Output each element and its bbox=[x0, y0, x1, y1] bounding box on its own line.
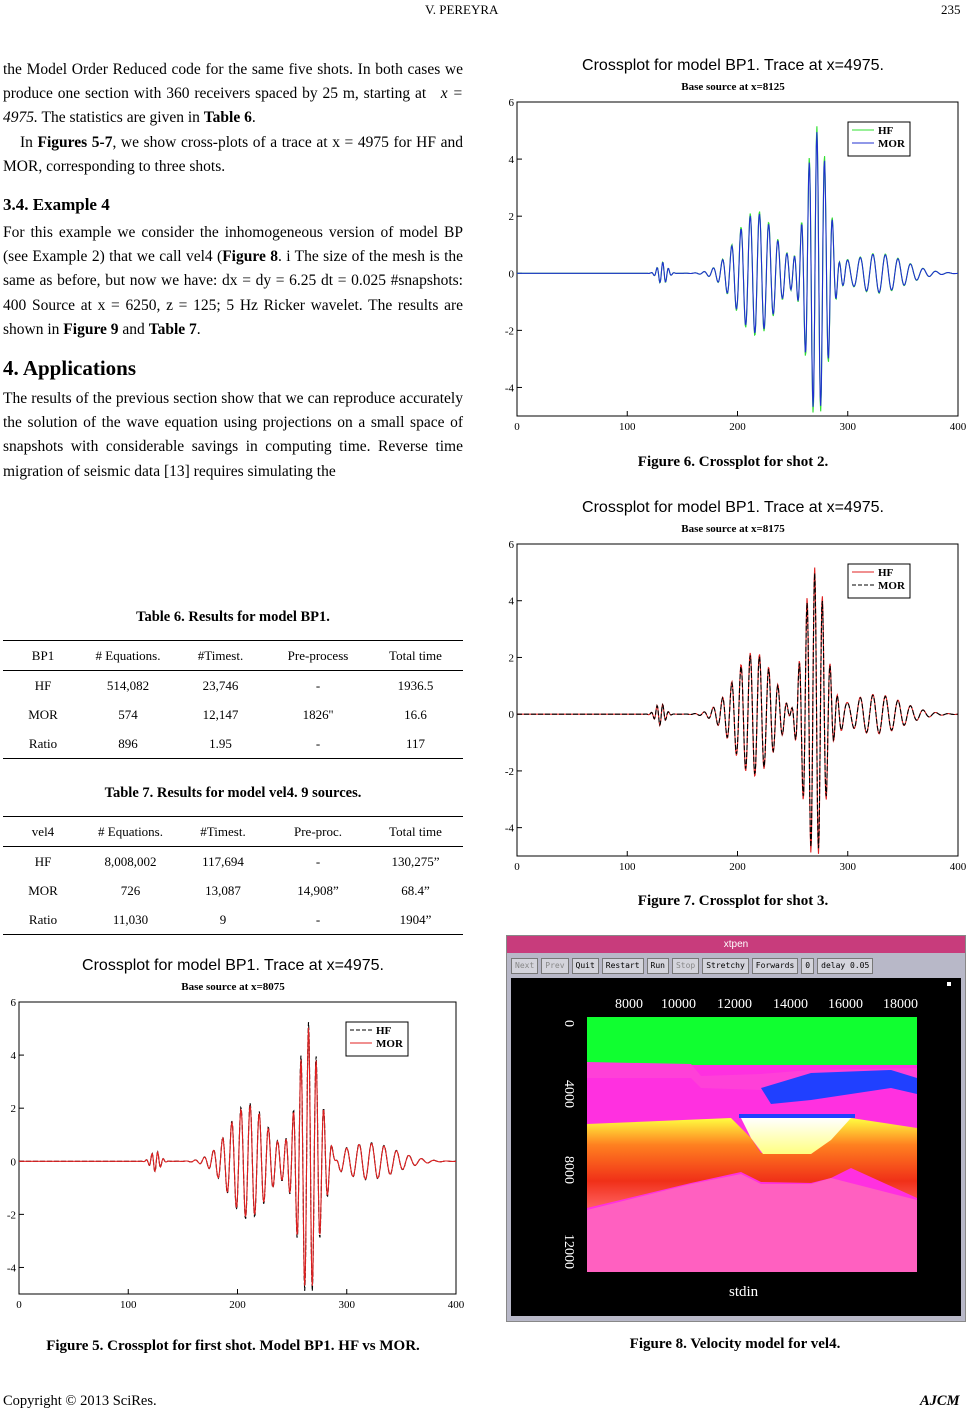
series-line bbox=[19, 1028, 456, 1286]
x-tick-label: 400 bbox=[447, 1299, 464, 1311]
p1-text: the Model Order Reduced code for the same five shots. In both cases we produce one section with 360 receivers spaced by 25 m, starting at bbox=[3, 61, 463, 103]
y-tick: 4000 bbox=[561, 1080, 576, 1108]
table-cell: - bbox=[315, 677, 321, 693]
x-tick-label: 0 bbox=[16, 1299, 22, 1311]
table6 bbox=[3, 640, 463, 759]
next-button[interactable]: Next bbox=[511, 958, 538, 974]
x-tick-label: 400 bbox=[949, 861, 966, 873]
x-tick-label: 200 bbox=[229, 1299, 246, 1311]
y-tick-label: -2 bbox=[6, 1209, 16, 1222]
table-cell: 1826'' bbox=[302, 706, 334, 722]
table7-caption: Table 7. Results for model vel4. 9 sources. bbox=[104, 785, 362, 801]
quit-button[interactable]: Quit bbox=[572, 958, 599, 974]
xtpen-toolbar bbox=[511, 958, 873, 974]
paragraph-4: The results of the previous section show that we can reproduce accurately the solution of the wave equation using projections on a small space of snapshots with considerable savings in computing time. Reverse time migration of seismic data [13] requires simulating the bbox=[3, 390, 463, 480]
y-tick-label: -4 bbox=[6, 1262, 16, 1275]
y-tick-label: -2 bbox=[504, 765, 514, 778]
section-heading-applications: 4. Applications bbox=[3, 356, 137, 381]
table-cell: 13,087 bbox=[205, 882, 241, 898]
y-tick: 0 bbox=[561, 1020, 576, 1027]
x-tick-label: 200 bbox=[729, 421, 746, 433]
table-cell: - bbox=[268, 729, 368, 759]
legend-label: HF bbox=[376, 1025, 392, 1037]
stdin-label: stdin bbox=[729, 1284, 759, 1300]
paragraph-1: the Model Order Reduced code for the same five shots. In both cases we produce one section with 360 receivers spaced by 25 m, starting at x = 4975. The statistics are given in Table 6. bbox=[3, 61, 463, 127]
table7-header: Pre-proc. bbox=[268, 817, 368, 847]
series-line bbox=[517, 573, 958, 848]
restart-button[interactable]: Restart bbox=[602, 958, 644, 974]
table-row bbox=[3, 847, 463, 877]
y-tick-label: -4 bbox=[504, 822, 514, 835]
chart-subtitle: Base source at x=8125 bbox=[681, 81, 785, 93]
x-tick-label: 300 bbox=[338, 1299, 355, 1311]
x-tick: 10000 bbox=[661, 997, 696, 1012]
p2-b: , we show cross-plots of a trace at x = 4975 for HF and MOR, corresponding to three shots. bbox=[3, 133, 463, 175]
water-layer bbox=[587, 1017, 917, 1065]
table-cell: 12,147 bbox=[202, 706, 239, 722]
y-tick-label: 6 bbox=[10, 997, 16, 1009]
chart-subtitle: Base source at x=8075 bbox=[181, 981, 285, 993]
frame-counter[interactable]: 0 bbox=[801, 958, 814, 974]
table-cell: HF bbox=[34, 677, 52, 693]
table6-caption: Table 6. Results for model BP1. bbox=[136, 609, 330, 625]
corner-marker bbox=[947, 982, 951, 986]
x-tick: 8000 bbox=[615, 997, 643, 1012]
x-tick: 14000 bbox=[773, 997, 808, 1012]
table-row bbox=[3, 671, 463, 701]
y-tick-label: 2 bbox=[508, 211, 514, 224]
prev-button[interactable]: Prev bbox=[541, 958, 568, 974]
table-cell: 514,082 bbox=[106, 677, 150, 693]
x-tick: 16000 bbox=[828, 997, 863, 1012]
x-tick-label: 200 bbox=[729, 861, 746, 873]
ref-figure8[interactable]: Figure 8 bbox=[222, 248, 278, 266]
table-cell: 1.95 bbox=[173, 729, 268, 759]
figure7-caption: Figure 7. Crossplot for shot 3. bbox=[637, 893, 829, 909]
p3-a: For this example we consider the inhomogeneous version of model BP (see Example 2) that we call vel4 ( bbox=[3, 224, 463, 266]
figure8-caption: Figure 8. Velocity model for vel4. bbox=[629, 1336, 841, 1352]
table-cell: MOR bbox=[28, 882, 58, 898]
legend-label: MOR bbox=[376, 1038, 403, 1050]
x-tick-label: 0 bbox=[514, 861, 520, 873]
chart-title: Crossplot for model BP1. Trace at x=4975. bbox=[82, 957, 384, 974]
p3-and: and bbox=[118, 320, 149, 338]
delay-field[interactable]: delay 0.05 bbox=[817, 958, 873, 974]
y-tick-label: 2 bbox=[508, 652, 514, 665]
table7 bbox=[3, 816, 463, 935]
table6-header: BP1 bbox=[3, 641, 83, 671]
run-button[interactable]: Run bbox=[647, 958, 669, 974]
y-tick-label: -4 bbox=[504, 382, 514, 395]
table-cell: 16.6 bbox=[404, 706, 427, 722]
table-row bbox=[3, 729, 463, 759]
x-tick-label: 300 bbox=[839, 421, 856, 433]
x-tick: 18000 bbox=[883, 997, 918, 1012]
x-tick: 12000 bbox=[717, 997, 752, 1012]
y-tick-label: 0 bbox=[508, 709, 514, 722]
table-cell: 896 bbox=[83, 729, 173, 759]
footer-copyright: Copyright © 2013 SciRes. bbox=[3, 1393, 157, 1409]
paragraph-2 bbox=[3, 131, 463, 179]
figure7-crossplot bbox=[500, 494, 966, 884]
table-cell: 11,030 bbox=[83, 905, 178, 935]
y-tick-label: 6 bbox=[508, 539, 514, 551]
chart-subtitle: Base source at x=8175 bbox=[681, 523, 785, 535]
y-tick-label: -2 bbox=[504, 325, 514, 338]
y-tick-label: 2 bbox=[10, 1103, 16, 1116]
legend-label: MOR bbox=[878, 580, 905, 592]
p3-b: . i The size of the mesh is the same as before, but now we have: dx = dy = 6.25 dt = 0.025 #snapshots: 400 Source at x = 6250, z = 125; 5 Hz Ricker wavelet. The results are shown in bbox=[3, 248, 463, 338]
y-tick-label: 0 bbox=[508, 268, 514, 281]
figure6-caption: Figure 6. Crossplot for shot 2. bbox=[637, 454, 829, 470]
table-cell: 1936.5 bbox=[397, 677, 434, 693]
xtpen-titlebar[interactable]: xtpen bbox=[507, 936, 965, 953]
ref-table7[interactable]: Table 7 bbox=[148, 320, 197, 338]
xtpen-window[interactable] bbox=[506, 935, 966, 1322]
table-row bbox=[3, 905, 463, 935]
forwards-button[interactable]: Forwards bbox=[752, 958, 799, 974]
paragraph-3: For this example we consider the inhomogeneous version of model BP (see Example 2) that we call vel4 (Figure 8. i The size of the mesh is the same as before, but now we have: dx = dy = 6.25 dt = 0.025 #snapshots: 400 Source at x = 6250, z = 125; 5 Hz Ricker wavelet. The results are shown in Figure 9 and Table 7. bbox=[3, 224, 463, 338]
table-cell: - bbox=[315, 853, 321, 869]
legend-label: HF bbox=[878, 567, 894, 579]
footer-journal: AJCM bbox=[920, 1393, 960, 1409]
series-line bbox=[517, 132, 958, 407]
stretchy-button[interactable]: Stretchy bbox=[702, 958, 749, 974]
stop-button[interactable]: Stop bbox=[672, 958, 699, 974]
table-cell: MOR bbox=[28, 706, 58, 722]
table-cell: Ratio bbox=[3, 905, 83, 935]
y-tick-label: 0 bbox=[10, 1156, 16, 1169]
ref-figure9[interactable]: Figure 9 bbox=[63, 320, 119, 338]
y-tick-label: 4 bbox=[10, 1050, 16, 1063]
table-cell: 1904” bbox=[368, 905, 463, 935]
table6-header: #Timest. bbox=[173, 641, 268, 671]
table6-header: Pre-process bbox=[268, 641, 368, 671]
x-tick-label: 100 bbox=[120, 1299, 137, 1311]
table-cell: - bbox=[268, 905, 368, 935]
table6-header: Total time bbox=[368, 641, 463, 671]
p2-a: In bbox=[20, 133, 38, 151]
x-tick-label: 0 bbox=[514, 421, 520, 433]
table-row bbox=[3, 876, 463, 905]
page-number: 235 bbox=[941, 2, 961, 17]
figure5-crossplot bbox=[2, 952, 464, 1322]
table7-header: Total time bbox=[368, 817, 463, 847]
table7-header: # Equations. bbox=[83, 817, 178, 847]
ref-figures[interactable]: Figures 5-7 bbox=[37, 133, 113, 151]
y-tick: 8000 bbox=[561, 1156, 576, 1184]
table-cell: Ratio bbox=[3, 729, 83, 759]
table-cell: 117 bbox=[368, 729, 463, 759]
chart-title: Crossplot for model BP1. Trace at x=4975. bbox=[582, 499, 884, 516]
section-heading-example4: 3.4. Example 4 bbox=[3, 195, 110, 215]
table-cell: 726 bbox=[120, 882, 141, 898]
y-tick-label: 6 bbox=[508, 97, 514, 109]
x-tick-label: 400 bbox=[949, 421, 966, 433]
figure5-caption: Figure 5. Crossplot for first shot. Model BP1. HF vs MOR. bbox=[46, 1338, 420, 1354]
series-line bbox=[19, 1022, 456, 1291]
table-cell: 117,694 bbox=[202, 853, 244, 869]
table-cell: 68.4” bbox=[401, 882, 430, 898]
left-column bbox=[3, 58, 463, 484]
series-line bbox=[517, 126, 958, 412]
x-tick-label: 100 bbox=[619, 861, 636, 873]
table-cell: 23,746 bbox=[202, 677, 239, 693]
ref-table6[interactable]: Table 6 bbox=[203, 109, 252, 127]
p1-math: x = 4975. bbox=[3, 85, 463, 127]
table-row bbox=[3, 700, 463, 729]
running-header-author: V. PEREYRA bbox=[425, 2, 499, 17]
table7-header: vel4 bbox=[3, 817, 83, 847]
table-cell: 574 bbox=[118, 706, 138, 722]
velocity-model-plot bbox=[511, 978, 961, 1316]
chart-title: Crossplot for model BP1. Trace at x=4975. bbox=[582, 57, 884, 74]
series-line bbox=[517, 568, 958, 854]
x-tick-label: 100 bbox=[619, 421, 636, 433]
x-tick-label: 300 bbox=[839, 861, 856, 873]
y-tick: 12000 bbox=[561, 1234, 576, 1269]
xtpen-canvas[interactable] bbox=[511, 978, 961, 1316]
y-tick-label: 4 bbox=[508, 154, 514, 167]
table7-header: #Timest. bbox=[178, 817, 268, 847]
table-cell: 130,275” bbox=[391, 853, 440, 869]
p1-end: The statistics are given in bbox=[41, 109, 204, 127]
legend-label: HF bbox=[878, 125, 894, 137]
table-cell: 9 bbox=[178, 905, 268, 935]
table-cell: 14,908” bbox=[297, 882, 339, 898]
figure6-crossplot bbox=[500, 52, 966, 444]
table6-header: # Equations. bbox=[83, 641, 173, 671]
table-cell: HF bbox=[34, 853, 52, 869]
y-tick-label: 4 bbox=[508, 595, 514, 608]
table-cell: 8,008,002 bbox=[104, 853, 157, 869]
legend-label: MOR bbox=[878, 138, 905, 150]
